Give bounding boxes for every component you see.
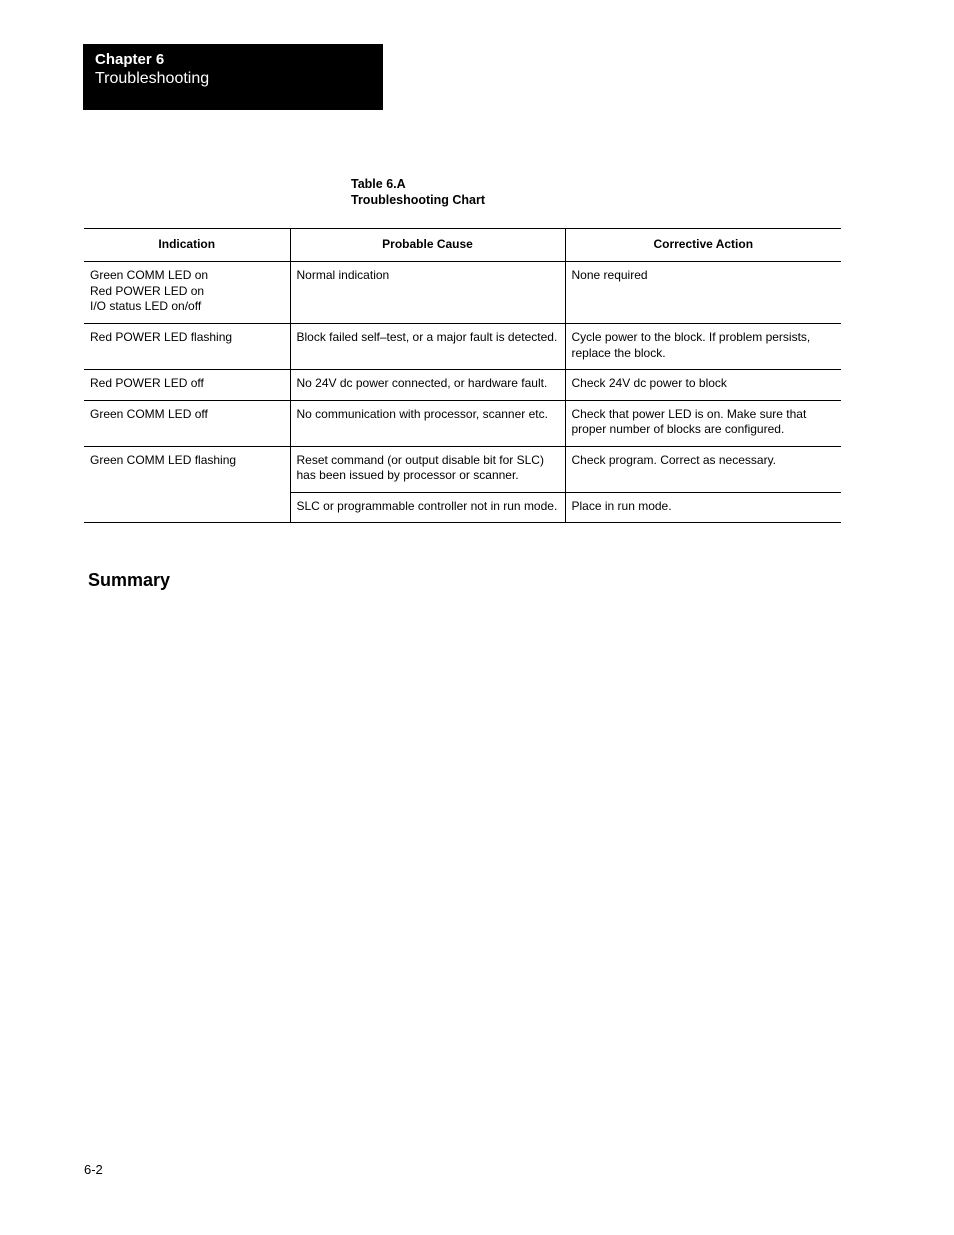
column-header-probable-cause: Probable Cause <box>290 229 565 262</box>
action-cell: None required <box>565 262 841 324</box>
action-cell: Check program. Correct as necessary. <box>565 446 841 492</box>
table-number: Table 6.A <box>351 177 406 191</box>
cause-cell: Block failed self–test, or a major fault is detected. <box>290 324 565 370</box>
action-cell: Place in run mode. <box>565 492 841 523</box>
indication-line: Green COMM LED off <box>90 406 208 421</box>
table-row <box>84 400 841 446</box>
indication-cell <box>84 324 290 370</box>
indication-cell <box>84 446 290 523</box>
chapter-header <box>83 44 383 110</box>
indication-line: Green COMM LED flashing <box>90 452 237 467</box>
table-title: Troubleshooting Chart <box>351 193 486 207</box>
cause-cell: No 24V dc power connected, or hardware fault. <box>290 370 565 401</box>
chapter-label: Chapter 6 <box>95 51 165 68</box>
indication-cell <box>84 370 290 401</box>
action-cell: Cycle power to the block. If problem persists, replace the block. <box>565 324 841 370</box>
cause-cell: No communication with processor, scanner etc. <box>290 400 565 446</box>
table-row <box>84 262 841 324</box>
table-row <box>84 324 841 370</box>
page-number: 6-2 <box>84 1162 103 1177</box>
indication-cell <box>84 400 290 446</box>
indication-line: Red POWER LED on <box>90 283 205 298</box>
table-row <box>84 370 841 401</box>
cause-cell: Reset command (or output disable bit for SLC) has been issued by processor or scanner. <box>290 446 565 492</box>
column-header-corrective-action: Corrective Action <box>565 229 841 262</box>
table-header-row <box>84 229 841 262</box>
table-row <box>84 446 841 492</box>
indication-line: Red POWER LED off <box>90 376 204 390</box>
indication-line: I/O status LED on/off <box>90 299 202 313</box>
action-cell: Check that power LED is on. Make sure that proper number of blocks are configured. <box>565 400 841 446</box>
cause-cell: SLC or programmable controller not in run mode. <box>290 492 565 523</box>
chapter-title: Troubleshooting <box>95 70 210 87</box>
table-caption <box>351 176 485 208</box>
action-cell: Check 24V dc power to block <box>565 370 841 401</box>
troubleshooting-table <box>84 228 841 523</box>
column-header-indication: Indication <box>84 229 290 262</box>
indication-line: Green COMM LED on <box>90 268 209 282</box>
indication-line: Red POWER LED flashing <box>90 330 233 344</box>
summary-heading: Summary <box>88 570 171 590</box>
cause-cell: Normal indication <box>290 262 565 324</box>
indication-cell <box>84 262 290 324</box>
